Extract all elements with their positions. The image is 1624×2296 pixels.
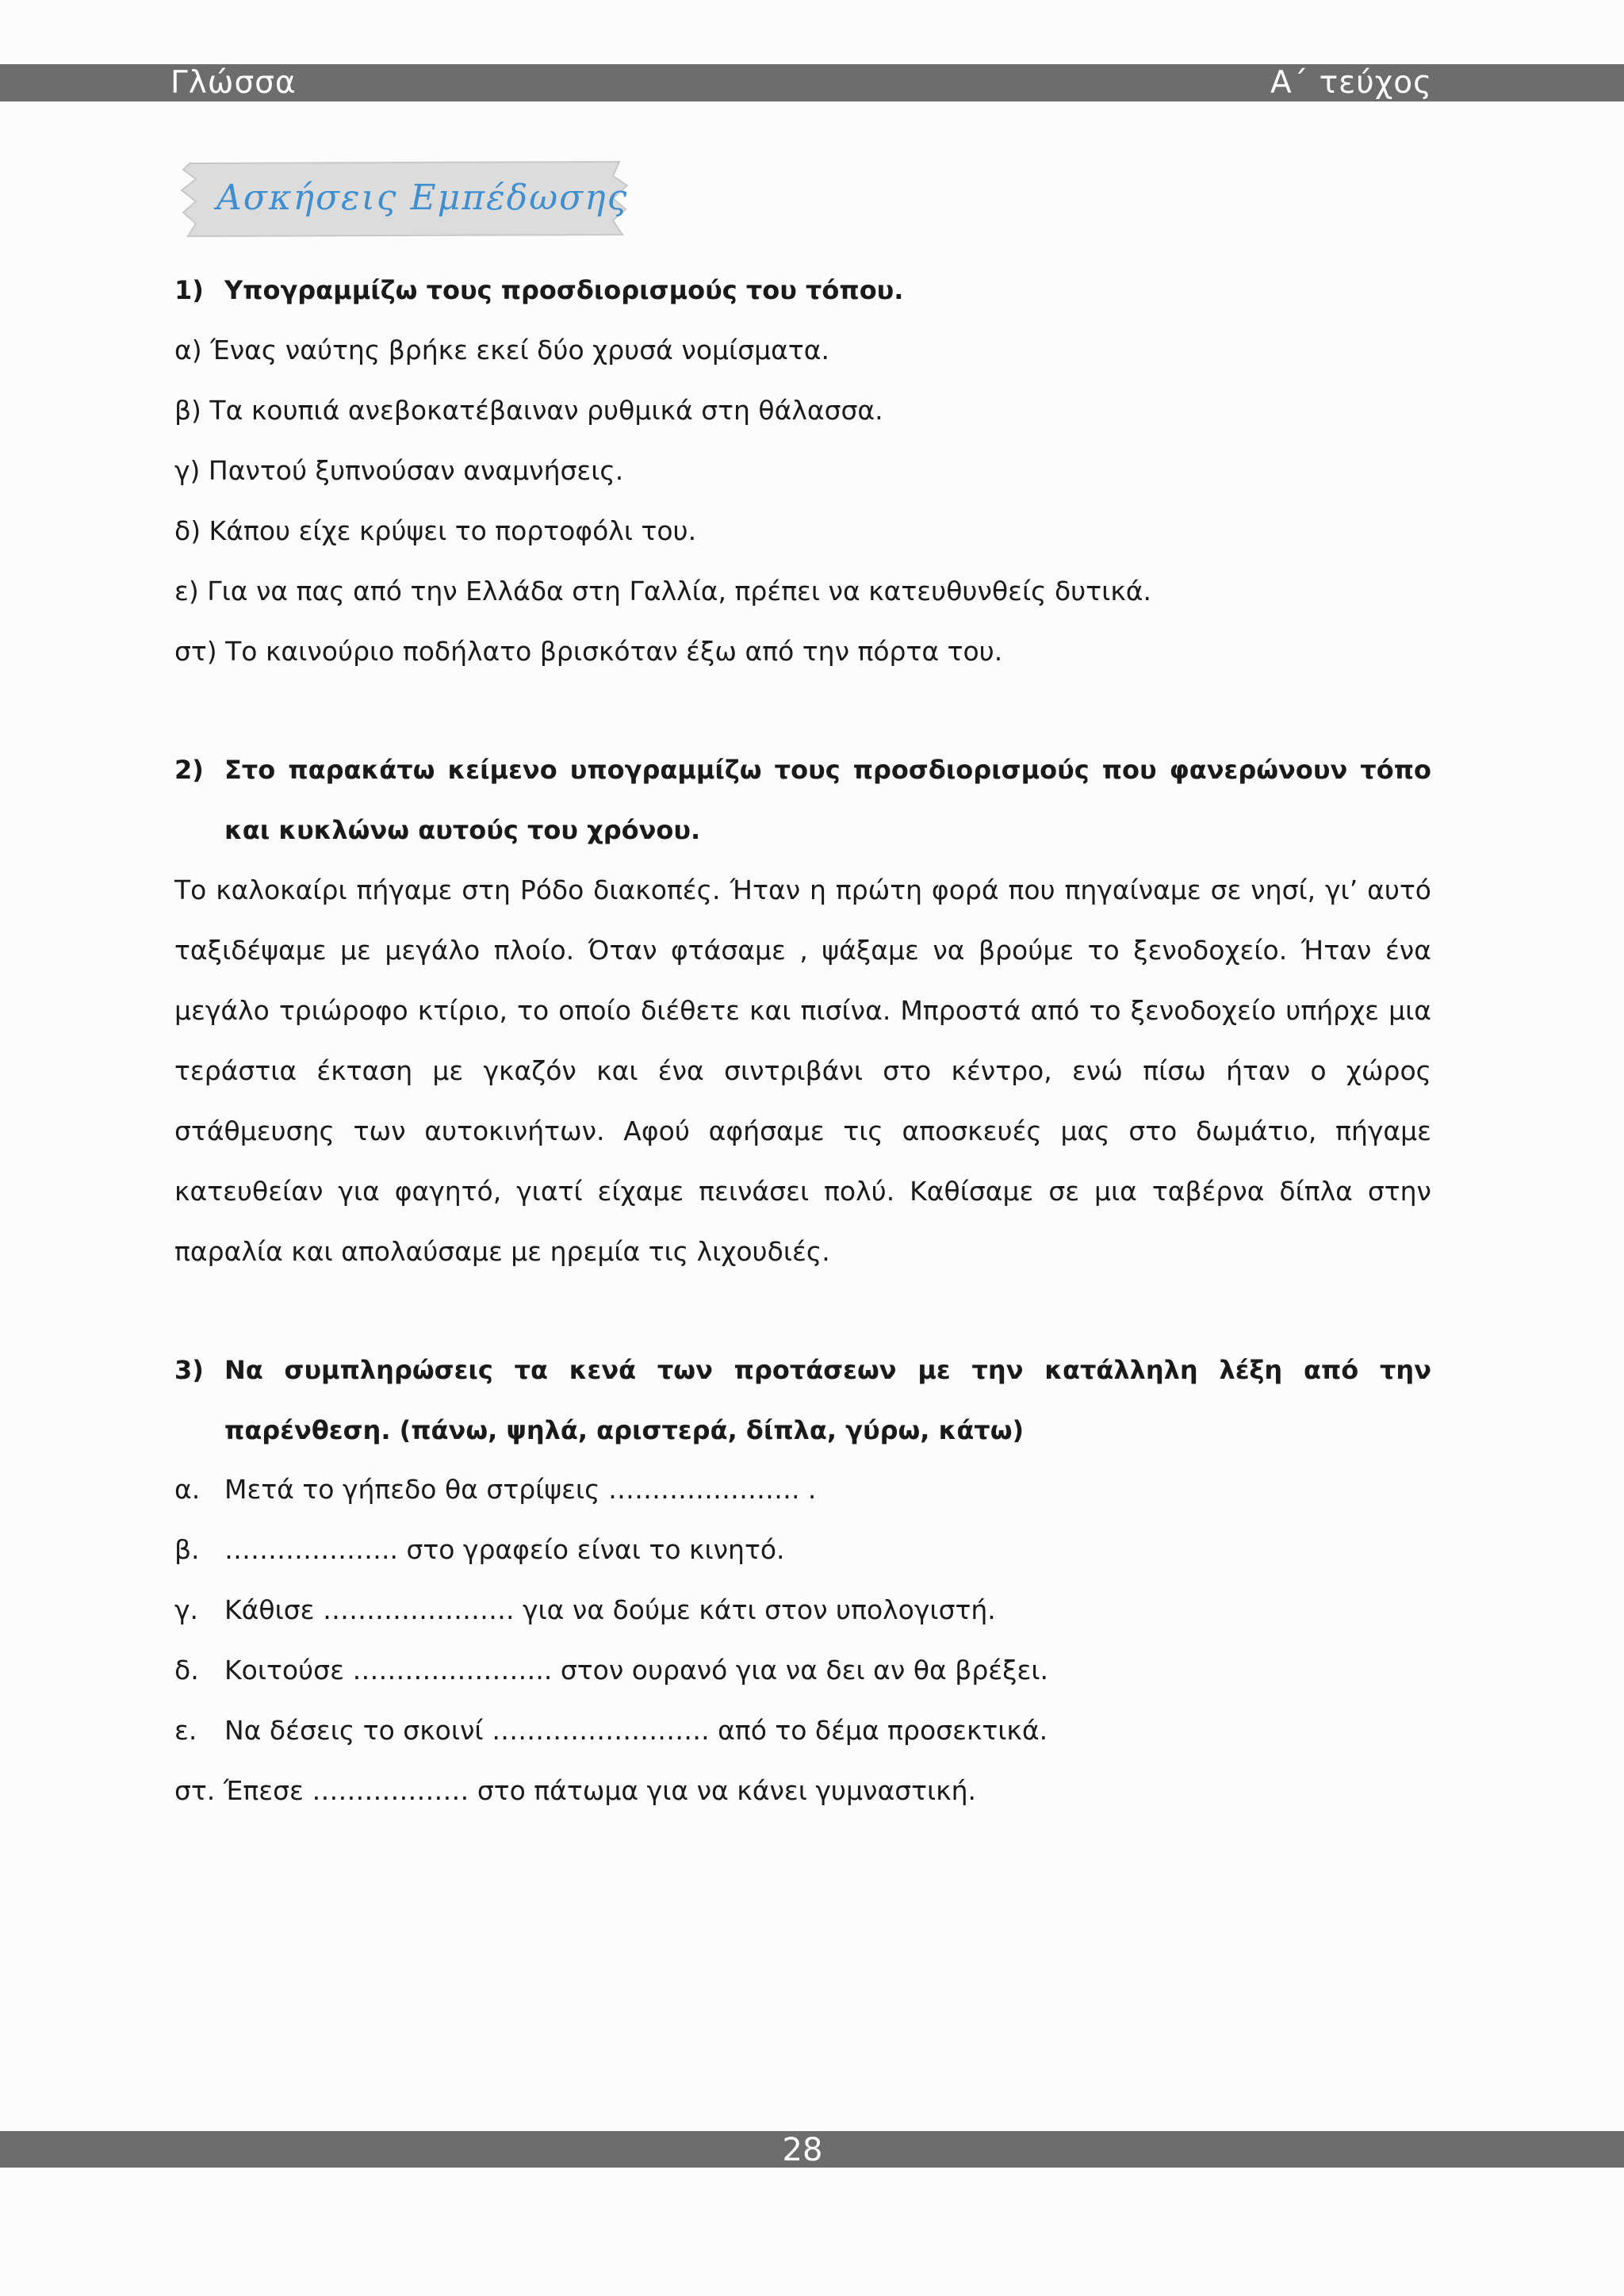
exercise3-item-text: Έπεσε ……………… στο πάτωμα για να κάνει γυμναστική.	[223, 1775, 977, 1806]
exercise3-item-label: γ.	[174, 1594, 199, 1625]
page-number: 28	[782, 2132, 823, 2168]
exercise3-item-text: Να δέσεις το σκοινί ……………………. από το δέμα προσεκτικά.	[224, 1715, 1048, 1746]
exercise1-number: 1)	[174, 275, 204, 305]
exercise1-title-text: Υπογραμμίζω τους προσδιορισμούς του τόπου.	[224, 275, 904, 305]
section-banner	[178, 159, 630, 238]
exercise3-item-label: α.	[174, 1474, 201, 1505]
header-issue: Α΄ τεύχος	[1270, 65, 1432, 101]
exercise3-title	[174, 1340, 1431, 1460]
exercise3-item-label: β.	[174, 1534, 200, 1565]
exercise1-title	[174, 260, 1431, 320]
exercise3-item-label: δ.	[174, 1655, 199, 1686]
exercise3-item	[174, 1460, 816, 1520]
exercise3-item-label: στ.	[174, 1775, 216, 1806]
exercise1-sentence: γ) Παντού ξυπνούσαν αναμνήσεις.	[174, 455, 624, 486]
exercise3-item-text: Μετά το γήπεδο θα στρίψεις …………………. .	[224, 1474, 817, 1505]
exercise1-sentence: δ) Κάπου είχε κρύψει το πορτοφόλι του.	[174, 515, 697, 546]
banner-title: Ασκήσεις Εμπέδωσης	[216, 178, 629, 218]
exercise3-number: 3)	[174, 1355, 204, 1385]
exercise3-item-text: Κάθισε …………………. για να δούμε κάτι στον υπολογιστή.	[224, 1594, 996, 1625]
exercise1-sentence: ε) Για να πας από την Ελλάδα στη Γαλλία, πρέπει να κατευθυνθείς δυτικά.	[174, 576, 1152, 607]
exercise3-item	[174, 1761, 976, 1821]
exercise3-item	[174, 1520, 785, 1580]
exercise3-item-text: Κοιτούσε ………………….. στον ουρανό για να δει αν θα βρέξει.	[224, 1655, 1049, 1686]
exercise1-sentence: α) Ένας ναύτης βρήκε εκεί δύο χρυσά νομίσματα.	[174, 335, 829, 365]
exercise3-item	[174, 1640, 1048, 1701]
exercise2-title	[174, 740, 1431, 860]
header-subject: Γλώσσα	[170, 65, 297, 101]
exercise3-title-text: Να συμπληρώσεις τα κενά των προτάσεων με την κατάλληλη λέξη από την παρένθεση. (πάνω, ψηλά, αριστερά, δίπλα, γύρω, κάτω)	[224, 1355, 1431, 1445]
exercise2-paragraph: Το καλοκαίρι πήγαμε στη Ρόδο διακοπές. Ήταν η πρώτη φορά που πηγαίναμε σε νησί, γι’ αυτό ταξιδέψαμε με μεγάλο πλοίο. Όταν φτάσαμε , ψάξαμε να βρούμε το ξενοδοχείο. Ήταν ένα μεγάλο τριώροφο κτίριο, το οποίο διέθετε και πισίνα. Μπροστά από το ξενοδοχείο υπήρχε μια τεράστια έκταση με γκαζόν και ένα σιντριβάνι στο κέντρο, ενώ πίσω ήταν ο χώρος στάθμευσης των αυτοκινήτων. Αφού αφήσαμε τις αποσκευές μας στο δωμάτιο, πήγαμε κατευθείαν για φαγητό, γιατί είχαμε πεινάσει πολύ. Καθίσαμε σε μια ταβέρνα δίπλα στην παραλία και απολαύσαμε με ηρεμία τις λιχουδιές.	[174, 874, 1431, 1267]
exercise3-item	[174, 1701, 1048, 1761]
exercise3-item-label: ε.	[174, 1715, 197, 1746]
exercise2-title-text: Στο παρακάτω κείμενο υπογραμμίζω τους προσδιορισμούς που φανερώνουν τόπο και κυκλώνω αυτούς του χρόνου.	[224, 755, 1431, 845]
exercise2-number: 2)	[174, 755, 204, 785]
exercise1-sentence: β) Τα κουπιά ανεβοκατέβαιναν ρυθμικά στη θάλασσα.	[174, 395, 883, 426]
exercise1-sentence: στ) Το καινούριο ποδήλατο βρισκόταν έξω από την πόρτα του.	[174, 636, 1003, 667]
exercise3-item	[174, 1580, 996, 1640]
exercise3-item-text: ……………….. στο γραφείο είναι το κινητό.	[224, 1534, 785, 1565]
